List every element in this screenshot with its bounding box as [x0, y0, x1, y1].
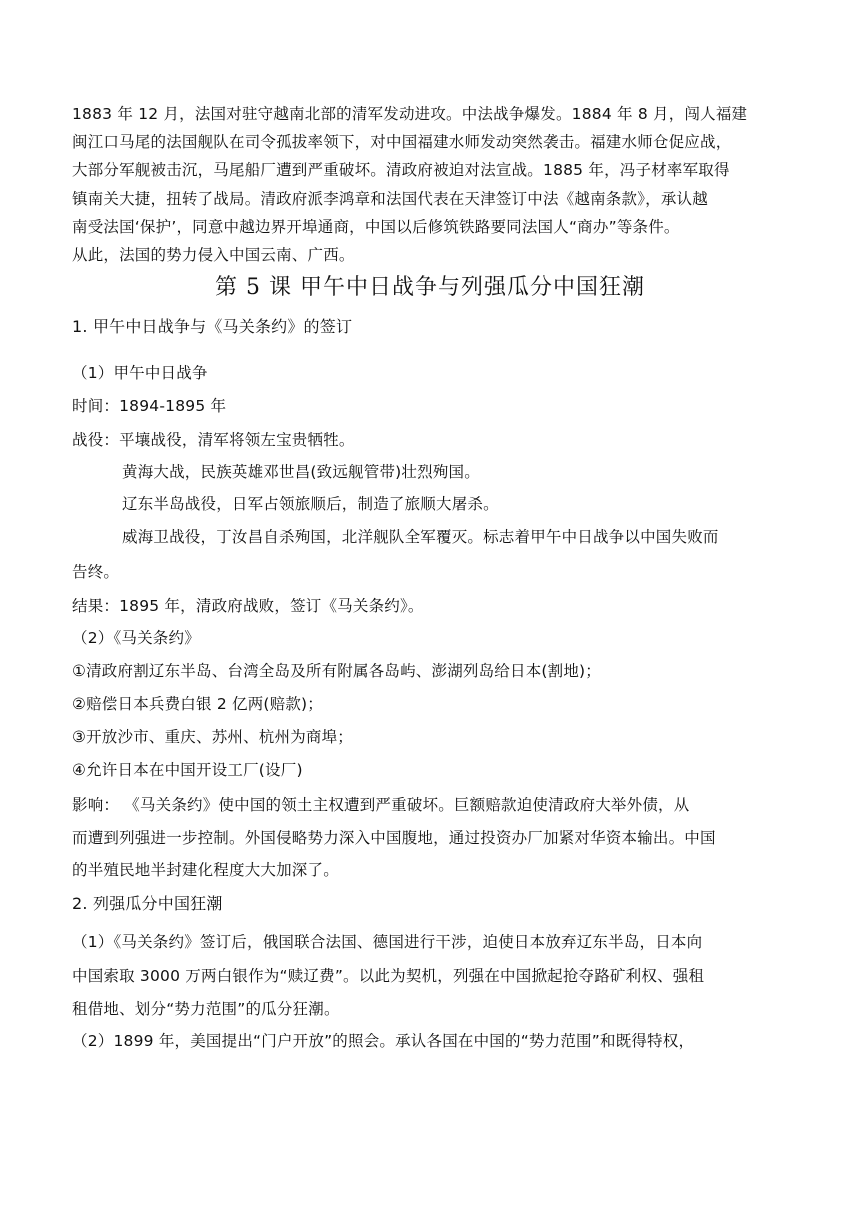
paragraph-line: 中国索取 3000 万两白银作为“赎辽费”。以此为契机，列强在中国掀起抢夺路矿利权、强租 — [72, 967, 705, 985]
battle-line: 黄海大战，民族英雄邓世昌(致远舰管带)壮烈殉国。 — [122, 463, 480, 481]
treaty-term: ③开放沙市、重庆、苏州、杭州为商埠； — [72, 728, 353, 746]
section-heading: 1. 甲午中日战争与《马关条约》的签订 — [72, 317, 353, 336]
paragraph-line: 租借地、划分“势力范围”的瓜分狂潮。 — [72, 1000, 340, 1018]
impact-line: 的半殖民地半封建化程度大大加深了。 — [72, 861, 339, 879]
intro-line: 南受法国‘保护’，同意中越边界开埠通商，中国以后修筑铁路要同法国人“商办”等条件。 — [72, 218, 680, 236]
intro-line: 1883 年 12 月，法国对驻守越南北部的清军发动进攻。中法战争爆发。1884 年 8 月，闯人福建 — [72, 105, 748, 123]
intro-line: 闽江口马尾的法国舰队在司令孤拔率领下，对中国福建水师发动突然袭击。福建水师仓促应战， — [72, 133, 732, 151]
battle-line: 威海卫战役，丁汝昌自杀殉国，北洋舰队全军覆灭。标志着甲午中日战争以中国失败而 — [122, 528, 719, 546]
subsection-heading: （2）《马关条约》 — [72, 629, 200, 647]
battle-line: 辽东半岛战役，日军占领旅顺后，制造了旅顺大屠杀。 — [122, 495, 499, 513]
intro-line: 镇南关大捷，扭转了战局。清政府派李鸿章和法国代表在天津签订中法《越南条款》，承认越 — [72, 190, 708, 208]
lesson-title: 第 5 课 甲午中日战争与列强瓜分中国狂潮 — [215, 275, 645, 300]
impact-line: 而遭到列强进一步控制。外国侵略势力深入中国腹地，通过投资办厂加紧对华资本输出。中国 — [72, 829, 716, 847]
open-door-line: （2）1899 年，美国提出“门户开放”的照会。承认各国在中国的“势力范围”和既得特权， — [72, 1032, 695, 1050]
time-line: 时间：1894-1895 年 — [72, 397, 227, 415]
subsection-heading: （1）甲午中日战争 — [72, 364, 208, 382]
intro-line: 从此，法国的势力侵入中国云南、广西。 — [72, 246, 355, 264]
intro-line: 大部分军舰被击沉，马尾船厂遭到严重破坏。清政府被迫对法宣战。1885 年，冯子材率军取得 — [72, 161, 730, 179]
battle-line: 战役：平壤战役，清军将领左宝贵牺牲。 — [72, 431, 355, 449]
paragraph-line: （1）《马关条约》签订后，俄国联合法国、德国进行干涉，迫使日本放弃辽东半岛，日本向 — [72, 933, 703, 951]
impact-line: 影响： 《马关条约》使中国的领土主权遭到严重破坏。巨额赔款迫使清政府大举外债，从 — [72, 796, 690, 814]
treaty-term: ①清政府割辽东半岛、台湾全岛及所有附属各岛屿、澎湖列岛给日本(割地)； — [72, 662, 601, 680]
result-line: 结果：1895 年，清政府战败，签订《马关条约》。 — [72, 597, 424, 615]
treaty-term: ②赔偿日本兵费白银 2 亿两(赔款)； — [72, 695, 324, 713]
battle-line-continued: 告终。 — [72, 563, 120, 581]
treaty-term: ④允许日本在中国开设工厂(设厂) — [72, 761, 303, 779]
section-heading: 2. 列强瓜分中国狂潮 — [72, 894, 223, 913]
